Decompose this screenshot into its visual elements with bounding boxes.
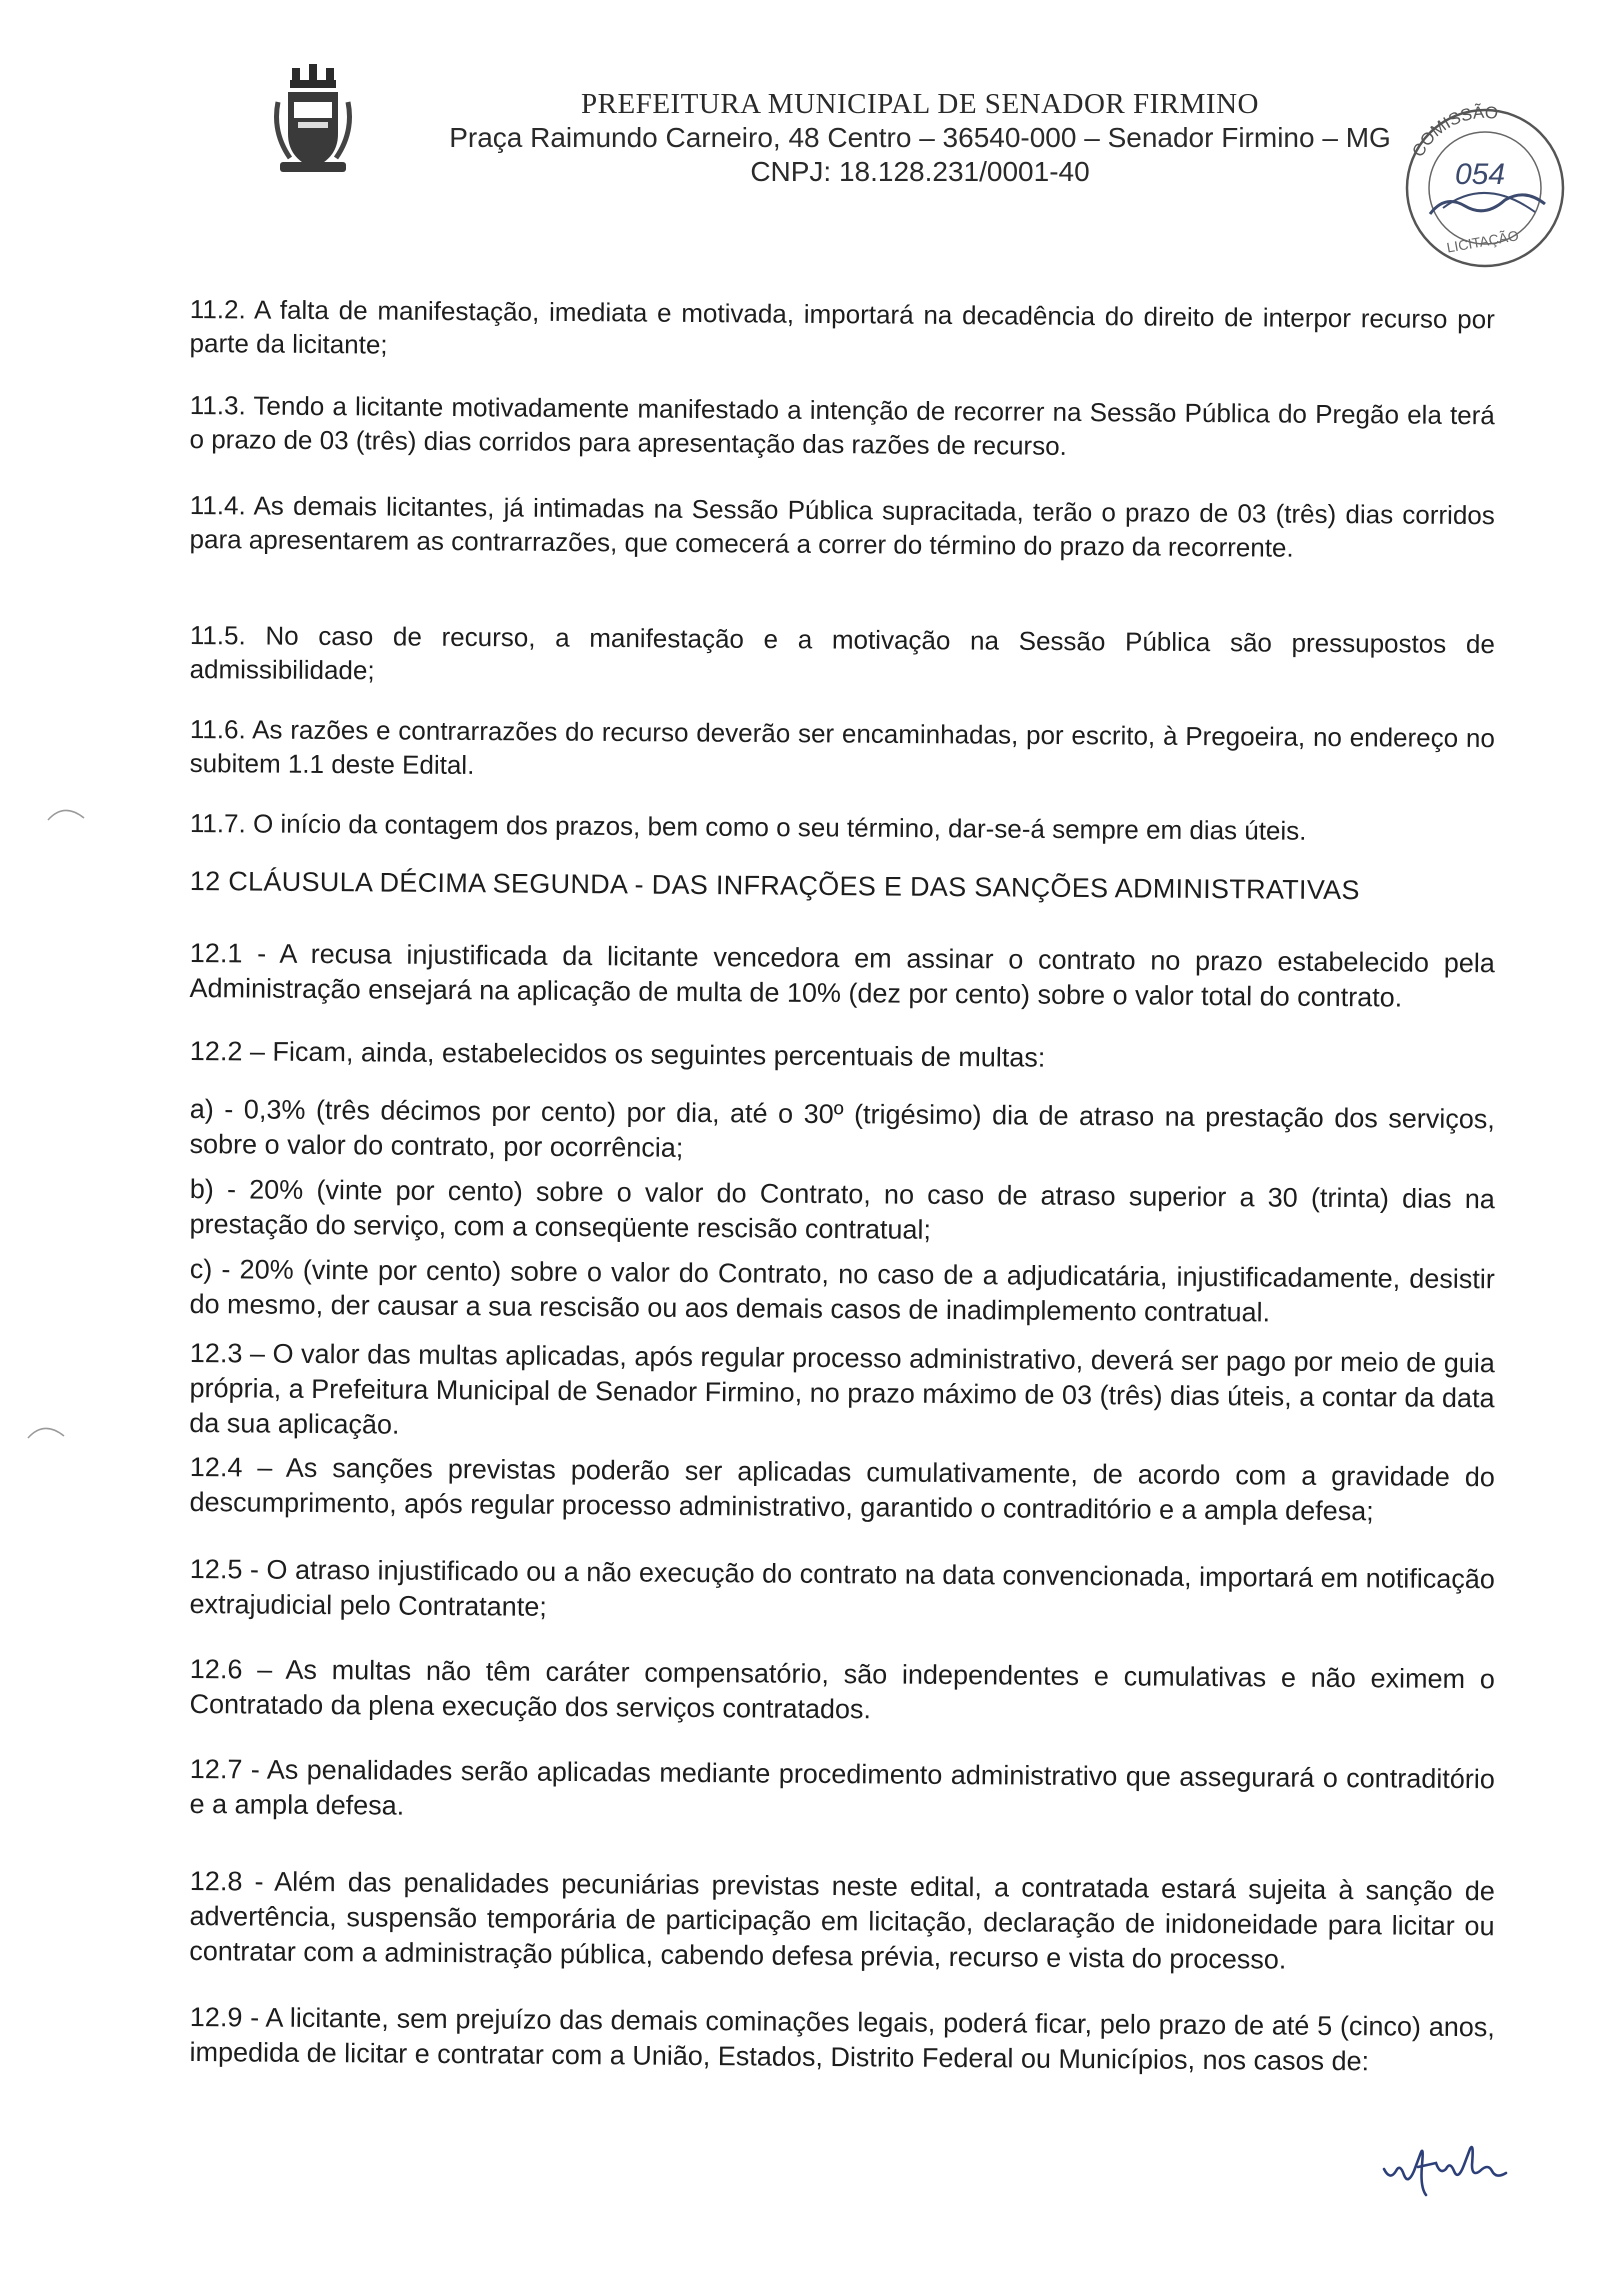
paragraph-12-7: 12.7 - As penalidades serão aplicadas mediante procedimento administrativo que assegurará o contraditório e a ampla defesa. — [189, 1753, 1495, 1821]
paragraph-12-4: 12.4 – As sanções previstas poderão ser aplicadas cumulativamente, de acordo com a gravidade do descumprimento, após regular processo administrativo, garantido o contraditório e a ampla defesa; — [189, 1451, 1495, 1527]
svg-text:LICITAÇÃO: LICITAÇÃO — [1445, 227, 1520, 256]
paragraph-12-2-c: c) - 20% (vinte por cento) sobre o valor do Contrato, no caso de a adjudicatária, injustificadamente, desistir do mesmo, der causar a sua rescisão ou aos demais casos de inadimplemento contratual. — [189, 1253, 1495, 1328]
paragraph-12-6: 12.6 – As multas não têm caráter compensatório, são independentes e cumulativas e não eximem o Contratado da plena execução dos serviços contratados. — [189, 1653, 1495, 1725]
paragraph-11-2: 11.2. A falta de manifestação, imediata e motivada, importará na decadência do direito de interpor recurso por parte da licitante; — [189, 293, 1495, 360]
header-address: Praça Raimundo Carneiro, 48 Centro – 36540-000 – Senador Firmino – MG — [449, 122, 1391, 153]
paragraph-12-9: 12.9 - A licitante, sem prejuízo das demais cominações legais, poderá ficar, pelo prazo de até 5 (cinco) anos, impedida de licitar e contratar com a União, Estados, Distrito Federal ou Municípios, nos casos de: — [189, 2001, 1495, 2077]
header-org-name: PREFEITURA MUNICIPAL DE SENADOR FIRMINO — [581, 88, 1259, 120]
paragraph-12-2-b: b) - 20% (vinte por cento) sobre o valor do Contrato, no caso de atraso superior a 30 (trinta) dias na prestação do serviço, com a conseqüente rescisão contratual; — [189, 1173, 1495, 1245]
margin-mark-icon — [44, 800, 89, 825]
paragraph-12-8: 12.8 - Além das penalidades pecuniárias previstas neste edital, a contratada estará sujeita à sanção de advertência, suspensão temporária de participação em licitação, declaração de inidoneidade para licitar ou contratar com a administração pública, cabendo defesa prévia, recurso e vista do processo. — [189, 1865, 1495, 1975]
paragraph-11-6: 11.6. As razões e contrarrazões do recurso deverão ser encaminhadas, por escrito, à Pregoeira, no endereço no subitem 1.1 deste Edital. — [189, 713, 1495, 780]
paragraph-11-4: 11.4. As demais licitantes, já intimadas na Sessão Pública supracitada, terão o prazo de 03 (três) dias corridos para apresentarem as contrarrazões, que comecerá a correr do término do prazo da recorrente. — [189, 489, 1495, 563]
paragraph-12-5: 12.5 - O atraso injustificado ou a não execução do contrato na data convencionada, importará em notificação extrajudicial pelo Contratante; — [189, 1553, 1495, 1622]
paragraph-11-5: 11.5. No caso de recurso, a manifestação e a motivação na Sessão Pública são pressupostos de admissibilidade; — [189, 619, 1495, 686]
signature-initials-icon — [1380, 2135, 1510, 2200]
paragraph-12-2: 12.2 – Ficam, ainda, estabelecidos os seguintes percentuais de multas: — [189, 1035, 1046, 1073]
section-12-title: 12 CLÁUSULA DÉCIMA SEGUNDA - DAS INFRAÇÕES E DAS SANÇÕES ADMINISTRATIVAS — [189, 866, 1360, 906]
paragraph-11-7: 11.7. O início da contagem dos prazos, bem como o seu término, dar-se-á sempre em dias úteis. — [189, 807, 1307, 846]
paragraph-12-2-a: a) - 0,3% (três décimos por cento) por dia, até o 30º (trigésimo) dia de atraso na prestação dos serviços, sobre o valor do contrato, por ocorrência; — [189, 1093, 1495, 1163]
svg-text:COMISSÃO: COMISSÃO — [1408, 102, 1499, 161]
margin-mark-icon — [24, 1418, 69, 1443]
paragraph-12-3: 12.3 – O valor das multas aplicadas, após regular processo administrativo, deverá ser pago por meio de guia própria, a Prefeitura Municipal de Senador Firmino, no prazo máximo de 03 (três) dias úteis, a contar da data da sua aplicação. — [189, 1337, 1495, 1440]
paragraph-12-1: 12.1 - A recusa injustificada da licitante vencedora em assinar o contrato no prazo estabelecido pela Administração ensejará na aplicação de multa de 10% (dez por cento) sobre o valor total do contrato. — [189, 937, 1495, 1013]
paragraph-11-3: 11.3. Tendo a licitante motivadamente manifestado a intenção de recorrer na Sessão Pública do Pregão ela terá o prazo de 03 (três) dias corridos para apresentação das razões de recurso. — [189, 389, 1495, 461]
commission-stamp-icon — [1385, 96, 1585, 271]
stamp-page-number: 054 — [1455, 158, 1506, 191]
header-cnpj: CNPJ: 18.128.231/0001-40 — [750, 156, 1090, 187]
municipal-crest-icon — [270, 62, 356, 180]
